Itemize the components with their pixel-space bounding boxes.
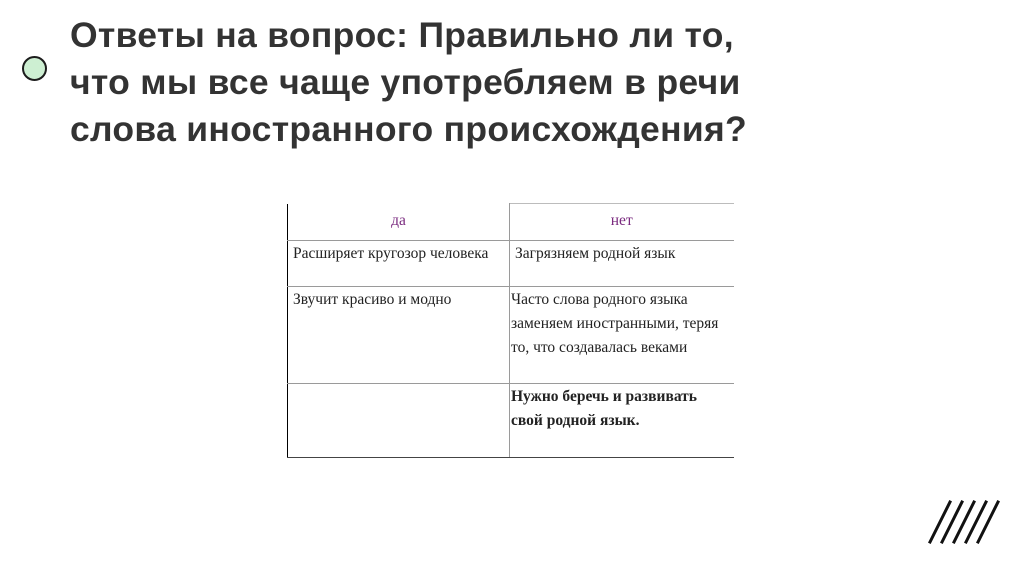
table-row: [288, 384, 734, 458]
table-cell: [288, 287, 510, 384]
table-row: [288, 287, 734, 384]
bullet-circle-icon: [22, 56, 47, 81]
comparison-table-container: [287, 203, 733, 459]
table-cell: [510, 241, 734, 287]
table-cell: [510, 384, 734, 458]
title-line-2: что мы все чаще употребляем в речи: [70, 62, 741, 102]
table-row: [288, 241, 734, 287]
slash-decoration-icon: [928, 500, 1000, 544]
table-cell: [288, 384, 510, 458]
title-line-1: Ответы на вопрос: Правильно ли то,: [70, 15, 734, 55]
cell-text: Нужно беречь и развивать свой родной язык.: [511, 388, 697, 429]
cell-text: Загрязняем родной язык: [515, 245, 676, 262]
cell-text: Звучит красиво и модно: [293, 291, 452, 308]
comparison-table: [287, 203, 734, 458]
header-yes: да: [288, 204, 510, 241]
header-no: нет: [510, 204, 734, 241]
table-cell: [288, 241, 510, 287]
table-cell: [510, 287, 734, 384]
slide-title: [70, 12, 970, 153]
cell-text: Расширяет кругозор человека: [293, 245, 489, 262]
title-line-3: слова иностранного происхождения?: [70, 109, 747, 149]
cell-text: Часто слова родного языка заменяем иностранными, теряя то, что создавалась веками: [511, 291, 719, 356]
table-header-row: [288, 204, 734, 241]
